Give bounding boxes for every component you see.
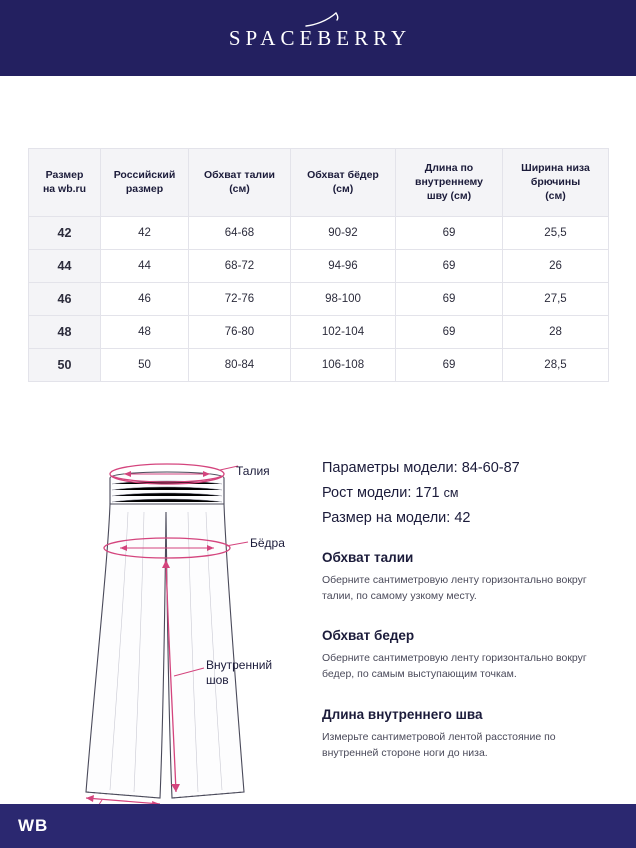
cell-ru-size: 46 bbox=[101, 282, 189, 315]
guide-waist-text: Оберните сантиметровую ленту горизонтально вокруг талии, по самому узкому месту. bbox=[322, 573, 587, 602]
table-row bbox=[29, 216, 609, 249]
column-header-waist: Обхват талии (см) bbox=[189, 149, 291, 217]
table-header-row bbox=[29, 149, 609, 217]
cell-hips: 94-96 bbox=[291, 249, 396, 282]
cell-ru-size: 44 bbox=[101, 249, 189, 282]
size-table bbox=[28, 148, 609, 382]
model-height bbox=[322, 485, 608, 501]
swish-icon bbox=[305, 12, 345, 28]
cell-inseam: 69 bbox=[396, 249, 503, 282]
table-row bbox=[29, 315, 609, 348]
cell-hem-width: 27,5 bbox=[503, 282, 609, 315]
cell-waist: 80-84 bbox=[189, 348, 291, 381]
cell-hem-width: 26 bbox=[503, 249, 609, 282]
guide-hips bbox=[322, 628, 608, 683]
guide-inseam-title: Длина внутреннего шва bbox=[322, 706, 483, 722]
trousers-diagram-icon bbox=[28, 440, 300, 840]
model-height-value: Рост модели: 171 bbox=[322, 484, 440, 501]
table-row bbox=[29, 249, 609, 282]
cell-hips: 98-100 bbox=[291, 282, 396, 315]
cell-waist: 68-72 bbox=[189, 249, 291, 282]
guide-waist-title: Обхват талии bbox=[322, 549, 414, 565]
label-inseam bbox=[206, 658, 294, 688]
wb-logo: WB bbox=[18, 816, 49, 835]
label-inseam-line1: Внутренний bbox=[206, 657, 273, 672]
cell-wb-size: 44 bbox=[29, 249, 101, 282]
cell-ru-size: 48 bbox=[101, 315, 189, 348]
brand-name: SPACEBERRY bbox=[228, 25, 412, 50]
cell-hem-width: 28 bbox=[503, 315, 609, 348]
model-height-unit: см bbox=[443, 485, 459, 500]
cell-waist: 76-80 bbox=[189, 315, 291, 348]
cell-wb-size: 48 bbox=[29, 315, 101, 348]
table-row bbox=[29, 282, 609, 315]
guide-hips-title: Обхват бедер bbox=[322, 628, 415, 644]
cell-ru-size: 50 bbox=[101, 348, 189, 381]
cell-waist: 64-68 bbox=[189, 216, 291, 249]
model-info-column bbox=[300, 440, 608, 840]
column-header-inseam: Длина по внутреннему шву (см) bbox=[396, 149, 503, 217]
cell-wb-size: 42 bbox=[29, 216, 101, 249]
page-header bbox=[0, 0, 636, 76]
model-size: Размер на модели: 42 bbox=[322, 509, 471, 526]
cell-inseam: 69 bbox=[396, 282, 503, 315]
column-header-wb-size: Размер на wb.ru bbox=[29, 149, 101, 217]
column-header-hem-width: Ширина низа брючины (см) bbox=[503, 149, 609, 217]
cell-wb-size: 50 bbox=[29, 348, 101, 381]
page-footer bbox=[0, 804, 636, 848]
brand-logo bbox=[225, 26, 411, 51]
measurement-section bbox=[0, 440, 636, 840]
cell-wb-size: 46 bbox=[29, 282, 101, 315]
label-hips: Бёдра bbox=[250, 535, 285, 550]
column-header-hips: Обхват бёдер (см) bbox=[291, 149, 396, 217]
label-waist: Талия bbox=[236, 463, 270, 478]
cell-inseam: 69 bbox=[396, 315, 503, 348]
cell-inseam: 69 bbox=[396, 216, 503, 249]
cell-inseam: 69 bbox=[396, 348, 503, 381]
guide-waist bbox=[322, 550, 608, 605]
cell-hem-width: 28,5 bbox=[503, 348, 609, 381]
size-table-wrapper bbox=[28, 148, 608, 382]
guide-inseam-text: Измерьте сантиметровой лентой расстояние по внутренней стороне ноги до низа. bbox=[322, 730, 556, 759]
cell-hem-width: 25,5 bbox=[503, 216, 609, 249]
cell-hips: 106-108 bbox=[291, 348, 396, 381]
table-row bbox=[29, 348, 609, 381]
trousers-illustration bbox=[28, 440, 300, 840]
cell-hips: 90-92 bbox=[291, 216, 396, 249]
label-inseam-line2: шов bbox=[206, 672, 229, 687]
cell-ru-size: 42 bbox=[101, 216, 189, 249]
cell-hips: 102-104 bbox=[291, 315, 396, 348]
guide-inseam bbox=[322, 707, 608, 762]
cell-waist: 72-76 bbox=[189, 282, 291, 315]
guide-hips-text: Оберните сантиметровую ленту горизонтально вокруг бедер, по самым выступающим точкам. bbox=[322, 652, 587, 681]
column-header-ru-size: Российский размер bbox=[101, 149, 189, 217]
model-params: Параметры модели: 84-60-87 bbox=[322, 459, 520, 476]
